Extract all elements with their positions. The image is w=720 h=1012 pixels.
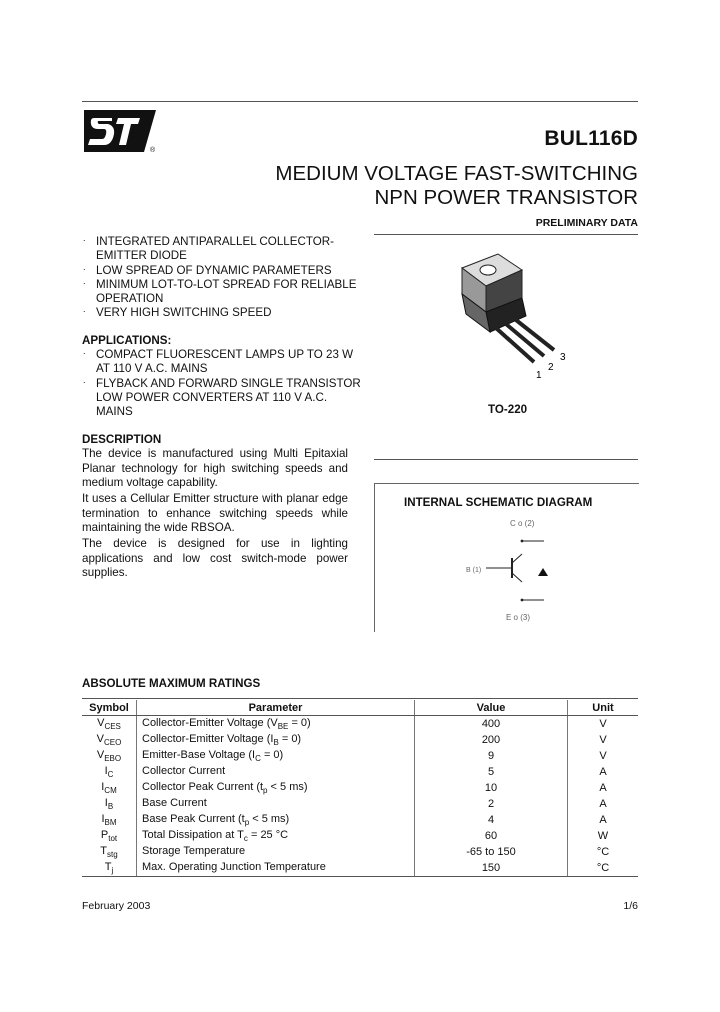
parameter-text: Emitter-Base Voltage (I: [142, 748, 256, 761]
parameter-tail: = 25 °C: [247, 828, 289, 841]
parameter-text: Base Peak Current (t: [142, 812, 245, 825]
symbol-cell: [82, 780, 137, 796]
unit-cell: A: [599, 798, 607, 810]
ratings-top-rule: [82, 698, 638, 699]
footer-date: February 2003: [82, 900, 151, 912]
table-row: [82, 812, 638, 828]
pin-3-label: 3: [560, 352, 566, 363]
parameter-text: Max. Operating Junction Temperature: [142, 860, 326, 873]
table-row: [82, 860, 638, 877]
parameter-cell: [137, 828, 415, 844]
parameter-cell: [137, 764, 415, 780]
package-label: TO-220: [488, 403, 528, 416]
title-line-1: MEDIUM VOLTAGE FAST-SWITCHING: [275, 162, 638, 185]
parameter-cell: [137, 780, 415, 796]
symbol-sub: CEO: [104, 738, 122, 748]
value-cell: 400: [415, 716, 568, 733]
table-row: [82, 732, 638, 748]
pin-1-label: 1: [536, 370, 542, 381]
schematic-diagram: [450, 510, 590, 630]
feature-item: . LOW SPREAD OF DYNAMIC PARAMETERS: [82, 264, 362, 278]
symbol-sub: B: [107, 802, 114, 812]
collector-label: C o (2): [510, 519, 535, 528]
value-cell: 5: [415, 764, 568, 780]
parameter-cell: [137, 716, 415, 733]
unit-cell: °C: [596, 846, 610, 858]
symbol-main: I: [101, 812, 105, 825]
parameter-tail: < 5 ms): [267, 780, 308, 793]
application-item: . FLYBACK AND FORWARD SINGLE TRANSISTOR LOW POWER CONVERTERS AT 110 V A.C. MAINS: [82, 377, 362, 420]
symbol-main: I: [104, 796, 108, 809]
table-row: [82, 748, 638, 764]
ratings-table: [82, 700, 638, 877]
symbol-cell: [82, 860, 137, 877]
emitter-label: E o (3): [506, 613, 531, 622]
value-cell: 10: [415, 780, 568, 796]
parameter-tail: = 0): [260, 748, 284, 761]
table-header-row: [82, 700, 638, 716]
col-parameter: Parameter: [137, 700, 415, 716]
parameter-sub: C: [255, 754, 261, 764]
parameter-sub: BE: [277, 722, 289, 732]
parameter-text: Total Dissipation at T: [142, 828, 244, 841]
parameter-cell: [137, 812, 415, 828]
table-row: [82, 844, 638, 860]
symbol-sub: j: [111, 866, 114, 876]
applications-list: [82, 348, 362, 419]
symbol-cell: [82, 812, 137, 828]
footer-page: 1/6: [623, 900, 638, 912]
package-rule: [374, 459, 638, 460]
parameter-sub: p: [244, 818, 250, 828]
value-cell: 150: [415, 860, 568, 877]
table-row: [82, 828, 638, 844]
parameter-text: Collector-Emitter Voltage (V: [142, 716, 278, 729]
col-symbol: Symbol: [82, 700, 137, 716]
parameter-sub: p: [263, 786, 268, 796]
svg-text:®: ®: [150, 147, 156, 154]
part-number: BUL116D: [544, 127, 638, 150]
symbol-cell: [82, 764, 137, 780]
status-label: PRELIMINARY DATA: [535, 217, 638, 229]
symbol-main: P: [100, 828, 109, 841]
base-label: B (1): [466, 567, 482, 574]
schematic-title: INTERNAL SCHEMATIC DIAGRAM: [404, 496, 593, 509]
parameter-tail: = 0): [288, 716, 311, 729]
unit-cell: V: [599, 718, 607, 730]
symbol-main: T: [104, 860, 112, 873]
symbol-main: V: [96, 732, 104, 745]
symbol-sub: EBO: [104, 754, 122, 764]
value-cell: -65 to 150: [415, 844, 568, 860]
unit-cell: A: [599, 782, 607, 794]
feature-item: . INTEGRATED ANTIPARALLEL COLLECTOR- EMITTER DIODE: [82, 235, 362, 264]
value-cell: 4: [415, 812, 568, 828]
col-unit: Unit: [568, 700, 639, 716]
feature-list: [82, 235, 362, 321]
status-rule: [374, 234, 638, 235]
description-paragraph: The device is designed for use in lighting applications and low cost switch-mode power supplies.: [82, 537, 348, 580]
document-title: [275, 162, 638, 210]
symbol-sub: tot: [108, 834, 118, 844]
parameter-cell: [137, 748, 415, 764]
parameter-cell: [137, 796, 415, 812]
symbol-main: I: [104, 764, 108, 777]
value-cell: 2: [415, 796, 568, 812]
pin-2-label: 2: [548, 362, 554, 373]
table-row: [82, 764, 638, 780]
table-row: [82, 780, 638, 796]
ratings-heading: ABSOLUTE MAXIMUM RATINGS: [82, 677, 261, 690]
applications-heading: APPLICATIONS:: [82, 334, 172, 347]
unit-cell: °C: [568, 860, 639, 877]
symbol-main: V: [97, 716, 105, 729]
parameter-text: Base Current: [142, 796, 207, 809]
st-logo-icon: [82, 108, 158, 154]
symbol-cell: [82, 796, 137, 812]
parameter-text: Collector-Emitter Voltage (I: [142, 732, 274, 745]
value-cell: 9: [415, 748, 568, 764]
unit-cell: V: [599, 734, 607, 746]
parameter-text: Collector Current: [142, 764, 226, 777]
symbol-cell: [82, 748, 137, 764]
parameter-cell: [137, 844, 415, 860]
symbol-cell: [82, 716, 137, 733]
application-item: . COMPACT FLUORESCENT LAMPS UP TO 23 W AT 110 V A.C. MAINS: [82, 348, 362, 377]
table-row: [82, 796, 638, 812]
unit-cell: V: [599, 750, 607, 762]
unit-cell: W: [597, 830, 609, 842]
unit-cell: A: [599, 766, 607, 778]
symbol-sub: BM: [104, 818, 117, 828]
description-paragraph: The device is manufactured using Multi Epitaxial Planar technology for high switching speeds and medium voltage capability.: [82, 447, 348, 490]
symbol-main: I: [101, 780, 105, 793]
parameter-sub: B: [273, 738, 279, 748]
value-cell: 60: [415, 828, 568, 844]
to220-package-image: [430, 250, 580, 385]
diode-icon: [538, 568, 548, 576]
symbol-sub: CM: [104, 786, 117, 796]
feature-item: . MINIMUM LOT-TO-LOT SPREAD FOR RELIABLE OPERATION: [82, 278, 362, 307]
parameter-text: Collector Peak Current (t: [142, 780, 264, 793]
symbol-main: T: [100, 844, 108, 857]
table-row: [82, 716, 638, 733]
ratings-body: [82, 716, 638, 877]
unit-cell: A: [599, 814, 607, 826]
symbol-cell: [82, 844, 137, 860]
col-value: Value: [415, 700, 568, 716]
header-rule: [82, 101, 638, 102]
parameter-tail: < 5 ms): [249, 812, 290, 825]
symbol-sub: C: [107, 770, 114, 780]
description-heading: DESCRIPTION: [82, 433, 162, 446]
parameter-text: Storage Temperature: [142, 844, 246, 857]
symbol-sub: stg: [107, 850, 118, 860]
symbol-sub: CES: [104, 722, 121, 732]
description-paragraph: It uses a Cellular Emitter structure with planar edge termination to enhance switching speeds while maintaining the wide RBSOA.: [82, 492, 348, 535]
feature-item: . VERY HIGH SWITCHING SPEED: [82, 306, 362, 320]
symbol-cell: [82, 732, 137, 748]
symbol-cell: [82, 828, 137, 844]
parameter-cell: [137, 860, 415, 877]
title-line-2: NPN POWER TRANSISTOR: [374, 186, 638, 209]
symbol-main: V: [96, 748, 105, 761]
parameter-tail: = 0): [278, 732, 302, 745]
parameter-cell: [137, 732, 415, 748]
value-cell: 200: [415, 732, 568, 748]
parameter-sub: c: [243, 834, 248, 844]
